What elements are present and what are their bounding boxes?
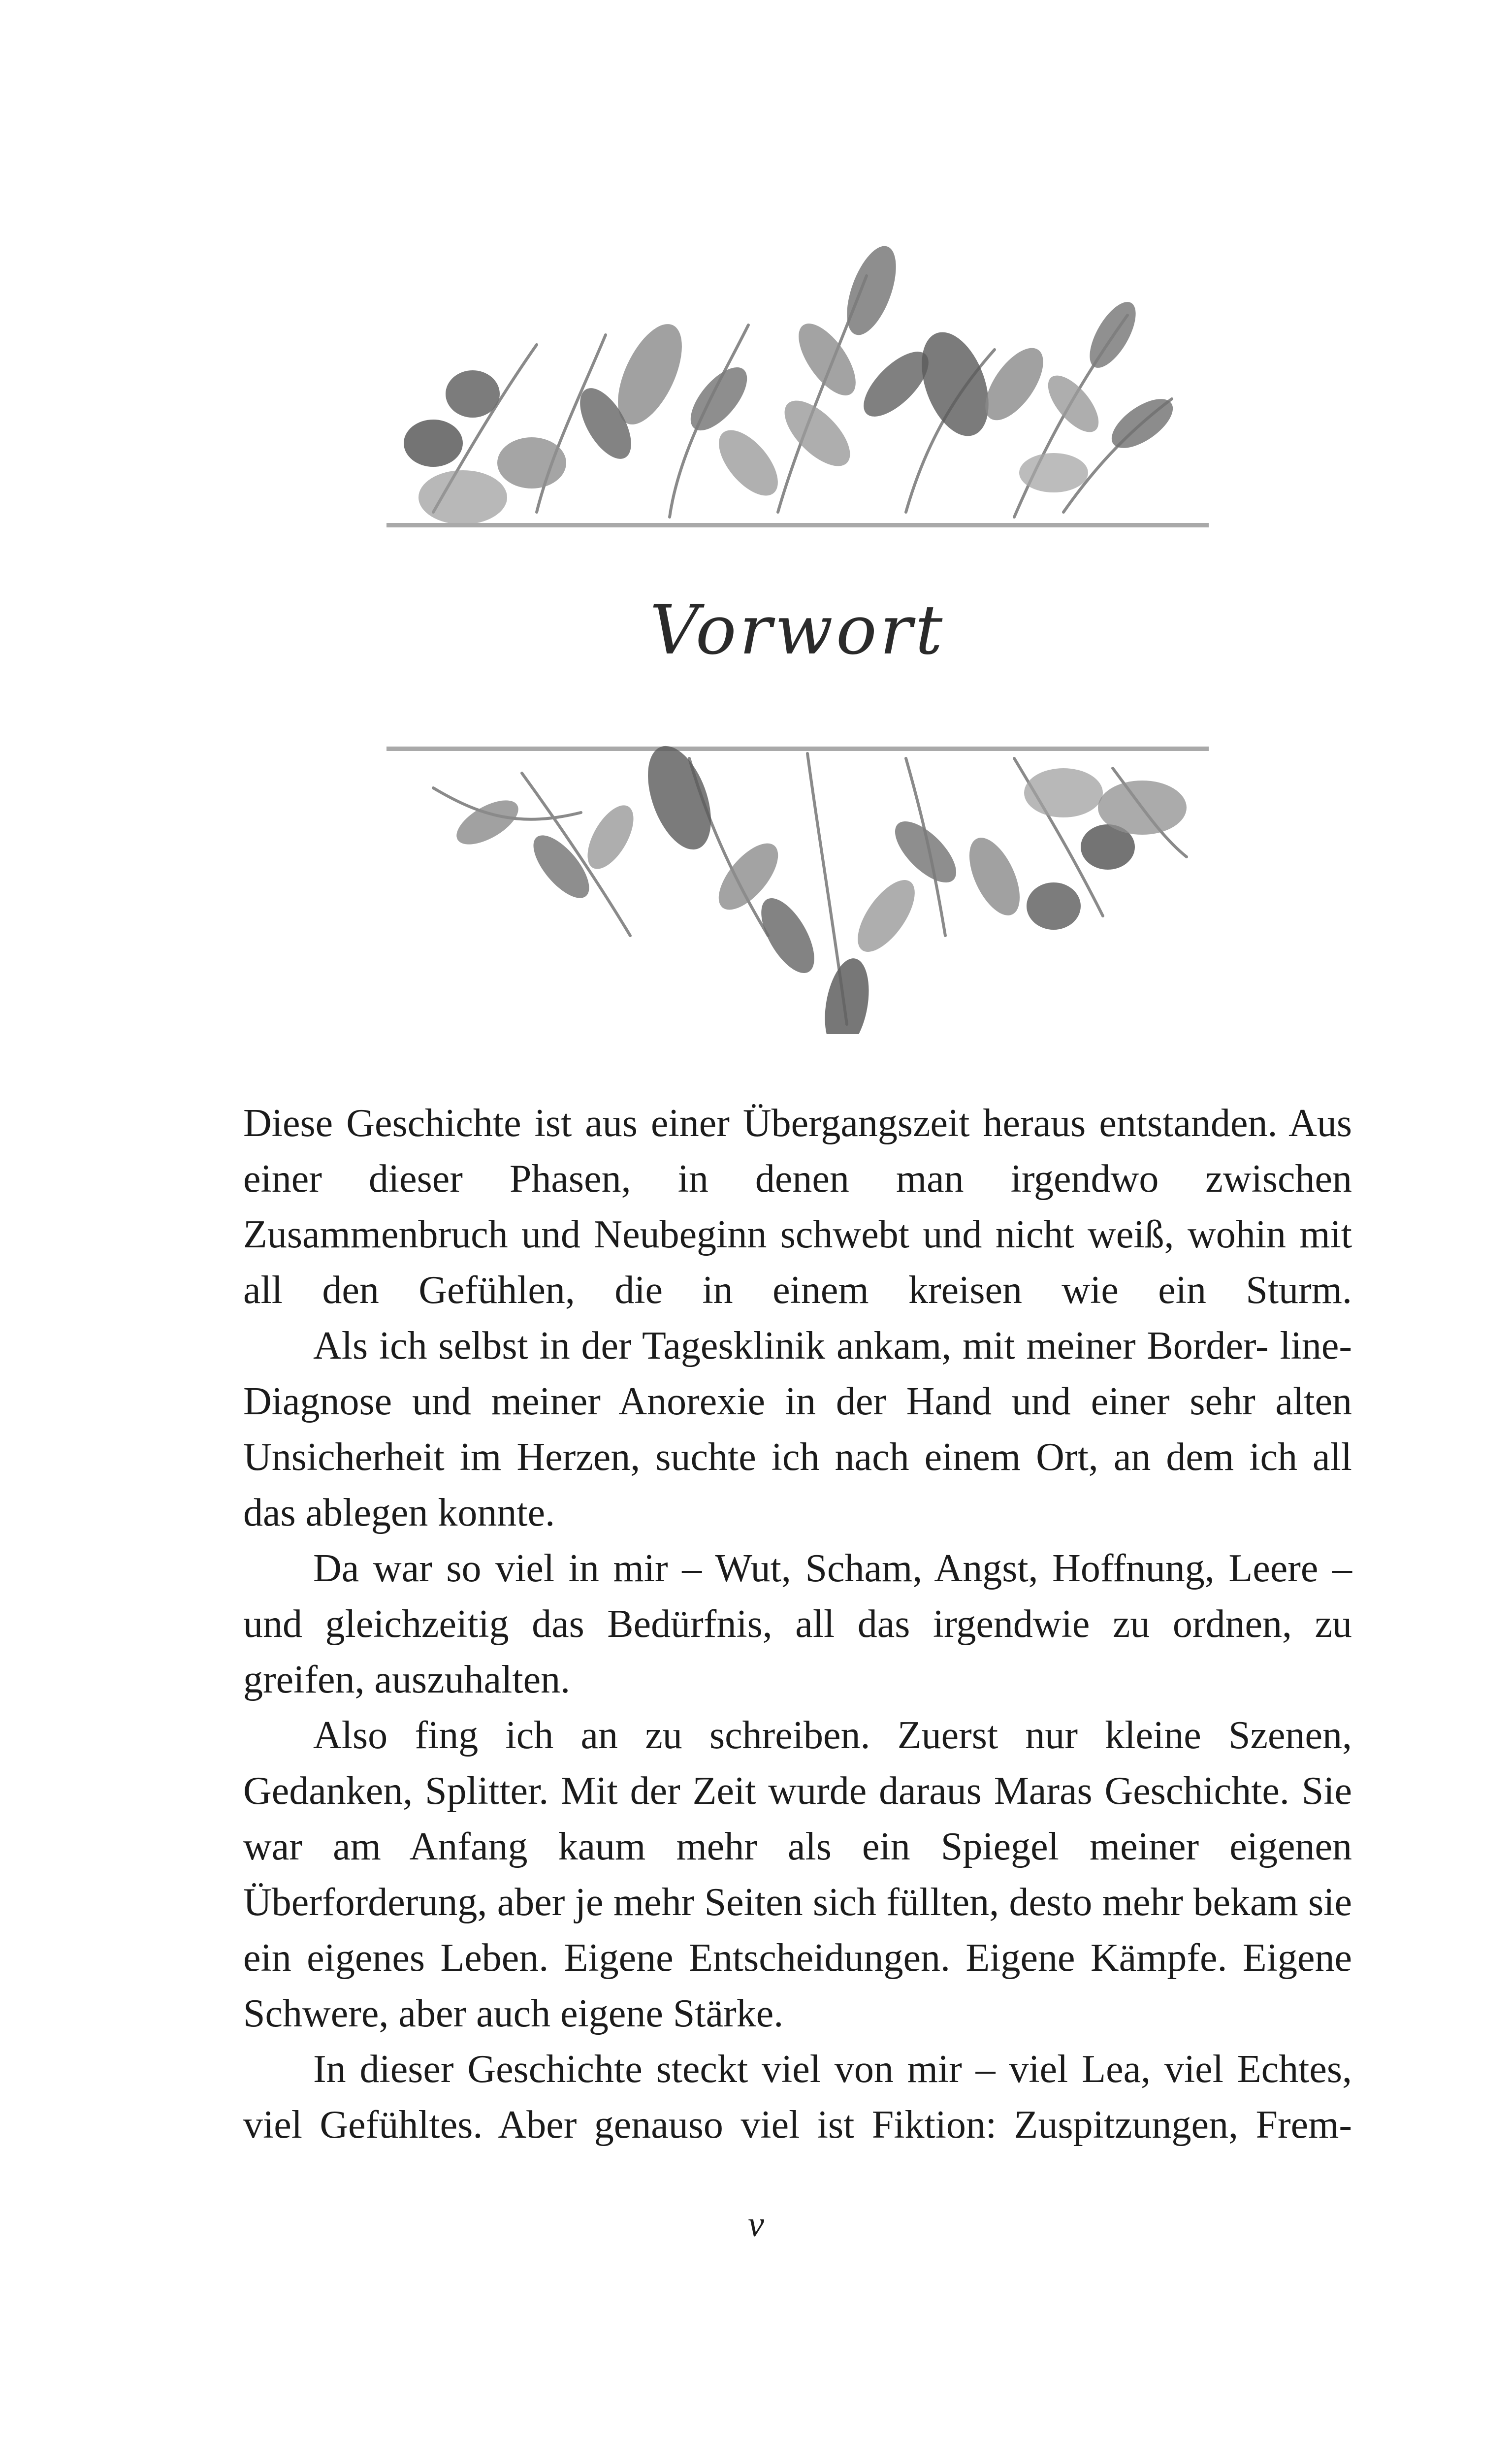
paragraph-line: Zusammenbruch und Neubeginn schwebt und nicht weiß,	[243, 1213, 1188, 1256]
bottom-leaf-ornament-icon	[374, 729, 1211, 1034]
paragraph-2	[243, 1318, 1352, 1541]
paragraph-line: ich all das ablegen konnte.	[243, 1435, 1352, 1534]
paragraph-1	[243, 1096, 1352, 1318]
paragraph-line: alten Unsicherheit im Herzen, suchte ich nach einem Ort, an dem	[243, 1380, 1352, 1479]
paragraph-line: Sie war am Anfang kaum mehr als ein Spiegel meiner eigenen	[243, 1769, 1352, 1868]
paragraph-line: Diese Geschichte ist aus einer Übergangszeit heraus entstanden.	[243, 1102, 1289, 1145]
chapter-title: Vorwort	[649, 590, 946, 670]
paragraph-3	[243, 1541, 1352, 1708]
paragraph-line: – und gleichzeitig das Bedürfnis, all das irgendwie zu ordnen, zu	[243, 1547, 1352, 1646]
paragraph-5	[243, 2042, 1352, 2153]
paragraph-line: Da war so viel in mir – Wut, Scham, Angst, Hoffnung, Leere	[313, 1547, 1332, 1590]
paragraph-line: Gedanken, Splitter. Mit der Zeit wurde daraus Maras Geschichte.	[243, 1769, 1302, 1813]
paragraph-line: Als ich selbst in der Tagesklinik ankam, mit meiner Border-	[313, 1324, 1269, 1368]
top-leaf-ornament-icon	[374, 236, 1211, 542]
paragraph-line: Kämpfe. Eigene Schwere, aber auch eigene Stärke.	[243, 1936, 1352, 2035]
body-text	[243, 1096, 1352, 2153]
paragraph-4	[243, 1708, 1352, 2042]
paragraph-line: wohin mit all den Gefühlen, die in einem kreisen wie ein Sturm.	[243, 1213, 1352, 1312]
paragraph-line: Überforderung, aber je mehr Seiten sich füllten, desto mehr	[243, 1881, 1193, 1924]
paragraph-line: viel Gefühltes. Aber genauso viel ist Fiktion: Zuspitzungen, Frem-	[243, 2103, 1352, 2147]
paragraph-line: Also fing ich an zu schreiben. Zuerst nur kleine Szenen,	[313, 1714, 1352, 1757]
paragraph-line: greifen, auszuhalten.	[243, 1658, 571, 1701]
top-divider-rule	[386, 523, 1209, 527]
paragraph-line: In dieser Geschichte steckt viel von mir – viel Lea, viel Echtes,	[313, 2048, 1352, 2091]
paragraph-line: bekam sie ein eigenes Leben. Eigene Entscheidungen. Eigene	[243, 1881, 1352, 1980]
paragraph-line: line-Diagnose und meiner Anorexie in der Hand und einer sehr	[243, 1324, 1352, 1423]
paragraph-line: Aus einer dieser Phasen, in denen man irgendwo zwischen	[243, 1102, 1352, 1201]
page-number: v	[748, 2204, 764, 2245]
